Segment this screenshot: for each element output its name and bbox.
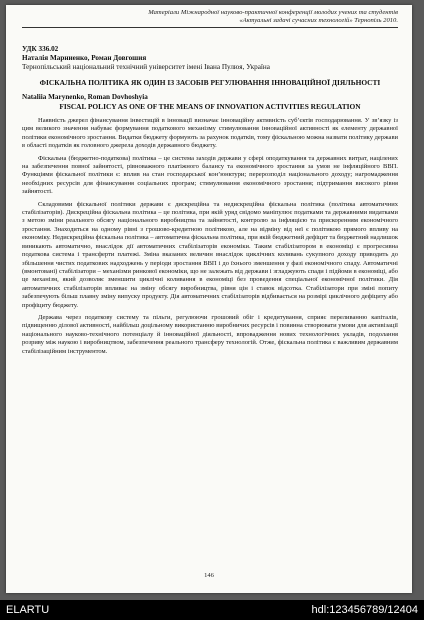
- handle-link[interactable]: hdl:123456789/12404: [311, 604, 418, 616]
- article-body: [22, 45, 398, 360]
- running-header: [22, 9, 398, 28]
- authors-ua: Наталія Марниенко, Роман Довгошия: [22, 54, 147, 62]
- affiliation: Тернопільський національний технічний університет імені Івана Пулюя, Україна: [22, 63, 270, 71]
- paragraph: Складовими фіскальної політики держави є дискреційна та недискреційна фіскальна політика (політика автоматичних стабілізаторів). Дискреційна фіскальна політика – це політика, при якій уряд свідомо маніпулює податками та державними видатками з метою зміни реального обсягу національного виробництва та зайнятості, контролю за інфляцією та прискоренням економічного зростання. Знаходиться на одному рівні з грошово-кредитною політикою, але на відміну від неї є політикою прямого впливу на економіку. Недискреційна фіскальна політика – автоматична фіскальна політика, при якій бюджетний дефіцит та бюджетний надлишок виникають автоматично, внаслідок дії автоматичних стабілізаторів економіки. Таким стабілізатором в економіці є прогресивна податкова система і трансферти платежі. Зміна вказаних величин внаслідок циклічних коливань сукупного доходу приводить до збільшення чистих податкових надходжень у періоди зростання ВВП і до їхнього зменшення у фазі економічного спаду. Автоматичні (вмонтовані) стабілізатори – механізми ринкової економіки, що не залежать від держави і згладжують спади і підйоми в економіці, або це механізм, який дозволяє зменшити циклічні коливання в економіці без проведення спеціальної економічної політики. Дія автоматичних стабілізаторів впливає на зміну обсягу виробництва, рівня цін і ставок відсотка. Стабілізатори при зміні попиту забезпечують більш плавну зміну випуску продукту. Дія автоматичних стабілізаторів відбивається на розмірі циклічного дефіциту або профіциту бюджету.: [22, 200, 399, 309]
- title-en: FISCAL POLICY AS ONE OF THE MEANS OF INNOVATION ACTIVITIES REGULATION: [59, 102, 361, 111]
- header-line-1: Матеріали Міжнародної науково-практичної конференції молодих учених та студентів: [148, 9, 398, 16]
- paragraph: Наявність джерел фінансування інвестицій в інновації визначає інноваційну активність суб’єктів господарювання. У зв’язку із цим великого значення набуває формування податкового механізму стимулювання інноваційної активності як елементу державної політики економічного зростання. Видатки бюджету формують за рахунок податків, тому фіскальною можна назвати політику держави в області податків як головного джерела доходів державного бюджету.: [22, 117, 398, 150]
- repository-label: ELARTU: [6, 604, 50, 616]
- paragraph: Фіскальна (бюджетно-податкова) політика – це система заходів держави у сфері оподаткування та державних витрат, націлених на забезпечення повної зайнятості, рівноважного платіжного балансу та економічного зростання за умов не інфляційного ВВП. Функціями фіскальної політики є: вплив на стан господарської кон’юнктури; перерозподіл національного доходу; нагромадження необхідних ресурсів для фінансування соціальних програм; стимулювання економічного зростання; підтримання високого рівня зайнятості.: [22, 154, 398, 196]
- authors-en: Nataliia Marynenko, Roman Dovhoshyia: [22, 93, 148, 101]
- page-number: 146: [204, 572, 214, 579]
- document-page: [6, 5, 412, 593]
- viewer-footer: [0, 600, 424, 620]
- paragraph: Держава через податкову систему та пільги, регулюючи грошовий обіг і кредитування, сприяє переливанню капіталів, підвищенню ділової активності, найбільш доцільному використанню виробничих ресурсів і повинна створювати умови для активізації національного науково-технічного потенціалу й інноваційної діяльності, впровадження нових технологічних укладів, подолання розриву між наукою і виробництвом, забезпечення реального трансферу технологій. Отже, фіскальна політика є важливим державним стабілізаційним інструментом.: [22, 313, 398, 355]
- title-ua: ФІСКАЛЬНА ПОЛІТИКА ЯК ОДИН ІЗ ЗАСОБІВ РЕГУЛЮВАННЯ ІННОВАЦІЙНОЇ ДІЯЛЬНОСТІ: [39, 78, 381, 87]
- header-line-2: «Актуальні задачі сучасних технологій» Тернопіль 2010.: [239, 17, 398, 24]
- udk-code: УДК 336.02: [22, 45, 59, 53]
